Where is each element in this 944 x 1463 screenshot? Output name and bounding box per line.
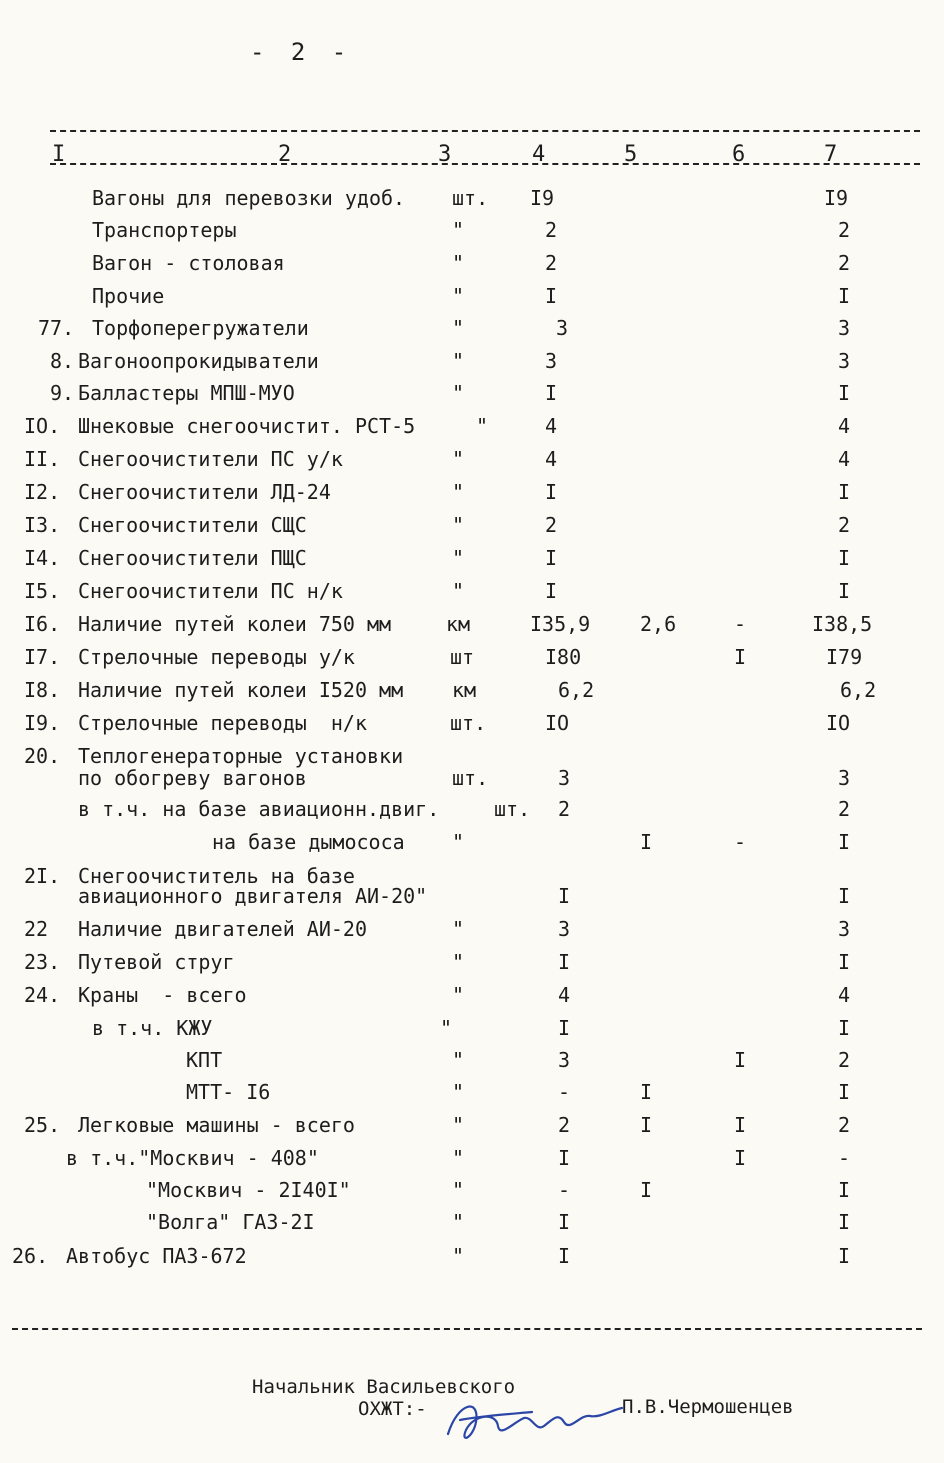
item-name: Вагоны для перевозки удоб. bbox=[92, 186, 406, 210]
value-col-7: I bbox=[838, 546, 851, 570]
unit-cell: " bbox=[452, 546, 465, 570]
table-row bbox=[0, 1244, 944, 1274]
unit-cell: " bbox=[452, 1178, 465, 1202]
value-col-4: I bbox=[558, 1016, 571, 1040]
value-col-4: 4 bbox=[545, 414, 558, 438]
table-row bbox=[0, 1016, 944, 1046]
value-col-6: I bbox=[734, 645, 747, 669]
table-row bbox=[0, 316, 944, 346]
value-col-4: I bbox=[545, 546, 558, 570]
unit-cell: " bbox=[452, 316, 465, 340]
unit-cell: шт. bbox=[450, 711, 487, 735]
table-row bbox=[0, 447, 944, 477]
value-col-7: I9 bbox=[824, 186, 849, 210]
row-number: I6. bbox=[24, 612, 61, 636]
value-col-4: I bbox=[545, 480, 558, 504]
value-col-7: - bbox=[838, 1146, 851, 1170]
value-col-6: I bbox=[734, 1048, 747, 1072]
table-row bbox=[0, 349, 944, 379]
unit-cell: " bbox=[452, 950, 465, 974]
table-bottom-rule bbox=[12, 1328, 922, 1330]
value-col-7: 4 bbox=[838, 447, 851, 471]
table-row bbox=[0, 830, 944, 860]
value-col-4: I bbox=[545, 579, 558, 603]
value-col-7: IO bbox=[826, 711, 851, 735]
value-col-6: - bbox=[734, 830, 747, 854]
row-number: 25. bbox=[24, 1113, 61, 1137]
value-col-4: I9 bbox=[530, 186, 555, 210]
value-col-7: 2 bbox=[838, 513, 851, 537]
item-name: в т.ч. на базе авиационн.двиг. bbox=[78, 797, 440, 821]
item-name: Снегоочистители ПЩС bbox=[78, 546, 307, 570]
table-row bbox=[0, 513, 944, 543]
item-name: Балластеры МПШ-МУО bbox=[78, 381, 295, 405]
row-number: I3. bbox=[24, 513, 61, 537]
row-number: 8. bbox=[50, 349, 75, 373]
table-row bbox=[0, 797, 944, 827]
value-col-4: 2 bbox=[545, 513, 558, 537]
column-header-3: 3 bbox=[438, 142, 452, 167]
table-row bbox=[0, 1210, 944, 1240]
item-name: "Москвич - 2I40I" bbox=[146, 1178, 351, 1202]
unit-cell: " bbox=[452, 1080, 465, 1104]
table-row bbox=[0, 612, 944, 642]
column-header-1: I bbox=[52, 142, 66, 167]
value-col-4: 6,2 bbox=[558, 678, 595, 702]
unit-cell: " bbox=[452, 480, 465, 504]
item-name: Наличие путей колеи 750 мм bbox=[78, 612, 392, 636]
item-name: Шнековые снегоочистит. РСТ-5 bbox=[78, 414, 416, 438]
column-header-6: 6 bbox=[732, 142, 746, 167]
value-col-4: I bbox=[545, 381, 558, 405]
item-name: Вагон - столовая bbox=[92, 251, 285, 275]
value-col-7: 2 bbox=[838, 1113, 851, 1137]
item-name: Транспортеры bbox=[92, 218, 237, 242]
item-name: авиационного двигателя АИ-20" bbox=[78, 884, 428, 908]
value-col-4: 2 bbox=[545, 251, 558, 275]
value-col-4: 3 bbox=[558, 766, 571, 790]
unit-cell: " bbox=[452, 1048, 465, 1072]
value-col-7: 3 bbox=[838, 349, 851, 373]
unit-cell: шт bbox=[450, 645, 475, 669]
row-number: 22 bbox=[24, 917, 49, 941]
row-number: 77. bbox=[38, 316, 75, 340]
unit-cell: " bbox=[452, 349, 465, 373]
column-header-5: 5 bbox=[624, 142, 638, 167]
unit-cell: " bbox=[452, 830, 465, 854]
value-col-4: 4 bbox=[545, 447, 558, 471]
table-row bbox=[0, 1178, 944, 1208]
item-name: Краны - всего bbox=[78, 983, 247, 1007]
item-name: Снегоочистители ЛД-24 bbox=[78, 480, 331, 504]
item-name: Наличие путей колеи I520 мм bbox=[78, 678, 404, 702]
header-bottom-rule bbox=[50, 163, 920, 165]
value-col-6: I bbox=[734, 1113, 747, 1137]
unit-cell: " bbox=[452, 513, 465, 537]
table-row bbox=[0, 579, 944, 609]
item-name: в т.ч."Москвич - 408" bbox=[66, 1146, 319, 1170]
table-row bbox=[0, 1080, 944, 1110]
item-name: Наличие двигателей АИ-20 bbox=[78, 917, 367, 941]
value-col-7: I38,5 bbox=[812, 612, 873, 636]
unit-cell: " bbox=[452, 983, 465, 1007]
value-col-7: 2 bbox=[838, 1048, 851, 1072]
value-col-4: - bbox=[558, 1178, 571, 1202]
table-row bbox=[0, 284, 944, 314]
value-col-7: I bbox=[838, 1210, 851, 1234]
handwritten-signature bbox=[440, 1392, 630, 1452]
value-col-4: 2 bbox=[558, 1113, 571, 1137]
table-row bbox=[0, 884, 944, 914]
table-row bbox=[0, 983, 944, 1013]
value-col-7: I bbox=[838, 1178, 851, 1202]
row-number: I9. bbox=[24, 711, 61, 735]
value-col-4: 3 bbox=[558, 917, 571, 941]
value-col-7: 3 bbox=[838, 917, 851, 941]
unit-cell: шт. bbox=[452, 766, 489, 790]
unit-cell: " bbox=[452, 1146, 465, 1170]
item-name: Автобус ПАЗ-672 bbox=[66, 1244, 247, 1268]
value-col-5: I bbox=[640, 830, 653, 854]
table-row bbox=[0, 414, 944, 444]
column-header-4: 4 bbox=[532, 142, 546, 167]
item-name: Снегоочистители ПС н/к bbox=[78, 579, 343, 603]
value-col-4: I bbox=[558, 884, 571, 908]
row-number: II. bbox=[24, 447, 61, 471]
table-row bbox=[0, 1146, 944, 1176]
table-row bbox=[0, 381, 944, 411]
table-row bbox=[0, 218, 944, 248]
unit-cell: " bbox=[440, 1016, 453, 1040]
table-row bbox=[0, 1048, 944, 1078]
value-col-7: I bbox=[838, 1016, 851, 1040]
value-col-7: I bbox=[838, 381, 851, 405]
row-number: 9. bbox=[50, 381, 75, 405]
row-number: 2I. bbox=[24, 864, 61, 888]
value-col-7: I79 bbox=[826, 645, 863, 669]
value-col-4: I bbox=[558, 1146, 571, 1170]
value-col-4: IO bbox=[545, 711, 570, 735]
signatory-name: П.В.Чермошенцев bbox=[622, 1396, 794, 1418]
row-number: 23. bbox=[24, 950, 61, 974]
unit-cell: " bbox=[452, 218, 465, 242]
table-row bbox=[0, 678, 944, 708]
unit-cell: " bbox=[452, 381, 465, 405]
row-number: I8. bbox=[24, 678, 61, 702]
unit-cell: " bbox=[452, 579, 465, 603]
unit-cell: шт. bbox=[494, 797, 531, 821]
value-col-7: 6,2 bbox=[840, 678, 877, 702]
table-row bbox=[0, 186, 944, 216]
value-col-7: I bbox=[838, 284, 851, 308]
item-name: на базе дымососа bbox=[212, 830, 405, 854]
item-name: Стрелочные переводы у/к bbox=[78, 645, 355, 669]
value-col-7: 2 bbox=[838, 251, 851, 275]
value-col-4: 2 bbox=[558, 797, 571, 821]
item-name: Стрелочные переводы н/к bbox=[78, 711, 367, 735]
value-col-7: 4 bbox=[838, 414, 851, 438]
item-name: МТТ- I6 bbox=[186, 1080, 271, 1104]
value-col-7: I bbox=[838, 579, 851, 603]
table-row bbox=[0, 1113, 944, 1143]
item-name: Вагоноопрокидыватели bbox=[78, 349, 319, 373]
table-top-rule bbox=[50, 130, 920, 132]
value-col-7: I bbox=[838, 950, 851, 974]
value-col-5: I bbox=[640, 1178, 653, 1202]
unit-cell: шт. bbox=[452, 186, 489, 210]
value-col-4: I35,9 bbox=[530, 612, 591, 636]
item-name: Снегоочистители ПС у/к bbox=[78, 447, 343, 471]
value-col-4: I bbox=[545, 284, 558, 308]
table-row bbox=[0, 645, 944, 675]
value-col-7: I bbox=[838, 1080, 851, 1104]
table-row bbox=[0, 917, 944, 947]
unit-cell: " bbox=[452, 1210, 465, 1234]
item-name: по обогреву вагонов bbox=[78, 766, 307, 790]
signatory-title: Начальник Васильевского bbox=[252, 1376, 516, 1398]
value-col-5: I bbox=[640, 1080, 653, 1104]
value-col-4: I80 bbox=[545, 645, 582, 669]
value-col-7: 4 bbox=[838, 983, 851, 1007]
table-row bbox=[0, 480, 944, 510]
table-row bbox=[0, 711, 944, 741]
unit-cell: км bbox=[446, 612, 471, 636]
table-row bbox=[0, 950, 944, 980]
item-name: в т.ч. КЖУ bbox=[92, 1016, 213, 1040]
item-name: Снегоочиститель на базе bbox=[78, 864, 355, 888]
unit-cell: " bbox=[452, 1113, 465, 1137]
unit-cell: " bbox=[452, 284, 465, 308]
value-col-7: 3 bbox=[838, 316, 851, 340]
value-col-4: I bbox=[558, 1210, 571, 1234]
row-number: I2. bbox=[24, 480, 61, 504]
unit-cell: " bbox=[452, 447, 465, 471]
row-number: 20. bbox=[24, 744, 61, 768]
item-name: Путевой струг bbox=[78, 950, 235, 974]
value-col-7: I bbox=[838, 884, 851, 908]
value-col-7: 2 bbox=[838, 218, 851, 242]
value-col-4: I bbox=[558, 950, 571, 974]
item-name: КПТ bbox=[186, 1048, 223, 1072]
value-col-7: I bbox=[838, 1244, 851, 1268]
column-header-2: 2 bbox=[278, 142, 292, 167]
value-col-7: 2 bbox=[838, 797, 851, 821]
value-col-6: I bbox=[734, 1146, 747, 1170]
item-name: Прочие bbox=[92, 284, 165, 308]
value-col-4: 2 bbox=[545, 218, 558, 242]
unit-cell: " bbox=[452, 917, 465, 941]
row-number: I4. bbox=[24, 546, 61, 570]
unit-cell: " bbox=[476, 414, 489, 438]
item-name: "Волга" ГАЗ-2I bbox=[146, 1210, 315, 1234]
value-col-4: I bbox=[558, 1244, 571, 1268]
row-number: 26. bbox=[12, 1244, 49, 1268]
value-col-4: - bbox=[558, 1080, 571, 1104]
value-col-4: 3 bbox=[556, 316, 569, 340]
row-number: 24. bbox=[24, 983, 61, 1007]
unit-cell: " bbox=[452, 1244, 465, 1268]
value-col-4: 4 bbox=[558, 983, 571, 1007]
item-name: Торфоперегружатели bbox=[92, 316, 309, 340]
column-header-7: 7 bbox=[824, 142, 838, 167]
value-col-7: 3 bbox=[838, 766, 851, 790]
item-name: Снегоочистители СЩС bbox=[78, 513, 307, 537]
value-col-4: 3 bbox=[545, 349, 558, 373]
value-col-7: I bbox=[838, 830, 851, 854]
table-row bbox=[0, 766, 944, 796]
item-name: Теплогенераторные установки bbox=[78, 744, 404, 768]
unit-cell: " bbox=[452, 251, 465, 275]
item-name: Легковые машины - всего bbox=[78, 1113, 355, 1137]
value-col-5: I bbox=[640, 1113, 653, 1137]
organization-label: ОХЖТ:- bbox=[358, 1398, 427, 1420]
unit-cell: км bbox=[452, 678, 477, 702]
value-col-4: 3 bbox=[558, 1048, 571, 1072]
table-row bbox=[0, 251, 944, 281]
row-number: I7. bbox=[24, 645, 61, 669]
page-number: - 2 - bbox=[250, 38, 353, 66]
value-col-7: I bbox=[838, 480, 851, 504]
table-row bbox=[0, 546, 944, 576]
value-col-6: - bbox=[734, 612, 747, 636]
value-col-5: 2,6 bbox=[640, 612, 677, 636]
row-number: I5. bbox=[24, 579, 61, 603]
row-number: IO. bbox=[24, 414, 61, 438]
